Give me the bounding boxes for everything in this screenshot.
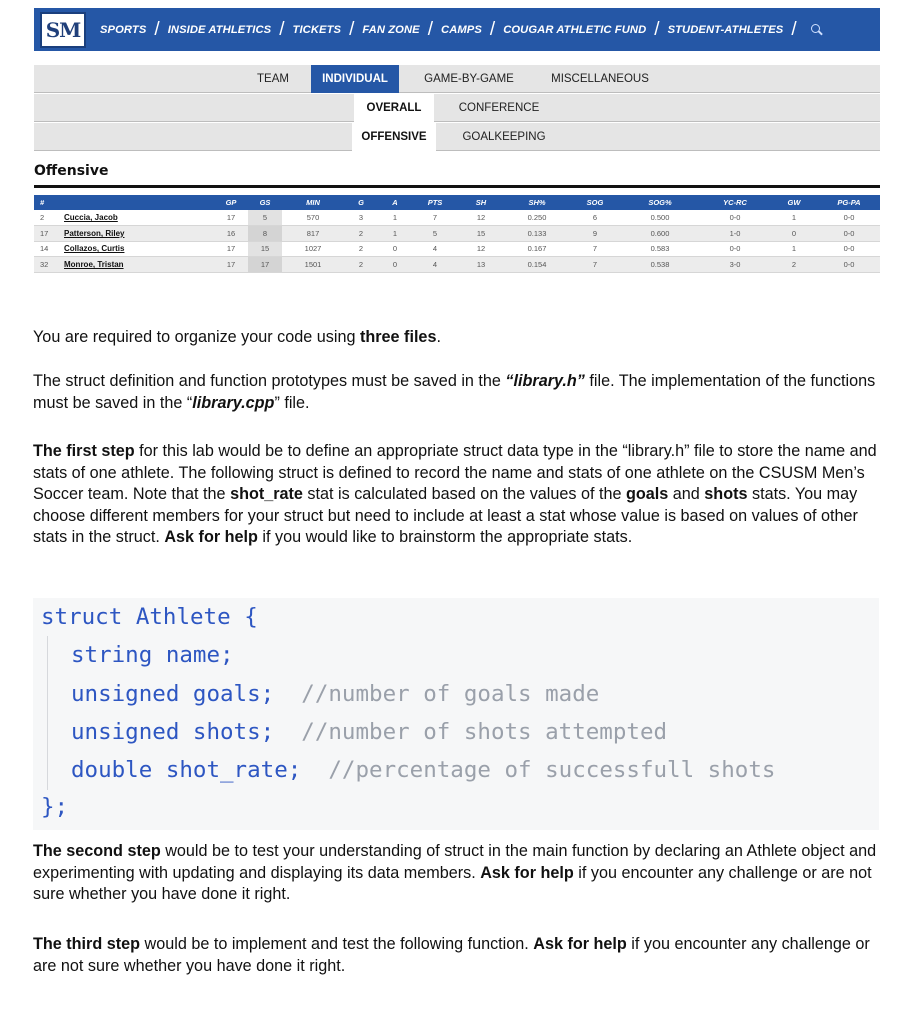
- tab-overall[interactable]: OVERALL: [354, 94, 434, 122]
- nav-item-camps[interactable]: CAMPS: [441, 23, 482, 36]
- tab-game-by-game[interactable]: GAME-BY-GAME: [424, 73, 514, 85]
- table-cell: 0.167: [504, 241, 570, 257]
- nav-item-inside-athletics[interactable]: INSIDE ATHLETICS: [167, 23, 272, 36]
- column-header[interactable]: GS: [248, 195, 282, 210]
- instruction-second-step: The second step would be to test your understanding of struct in the main function by declaring an Athlete object and experimenting with updating and displaying its data members. Ask for help if you encounter any challenge or are not sure whether you have done it right.: [33, 842, 877, 903]
- table-cell: 1: [378, 226, 412, 242]
- column-header[interactable]: PTS: [412, 195, 458, 210]
- stats-category-tabs: [34, 65, 880, 93]
- table-cell: 7: [412, 210, 458, 226]
- code-snippet: [33, 598, 879, 830]
- cell-jersey-number: 14: [34, 241, 64, 257]
- offensive-stats-table: [34, 195, 880, 273]
- table-cell: 15: [248, 241, 282, 257]
- section-title: Offensive: [34, 163, 109, 179]
- instruction-file-organization: The struct definition and function prototypes must be saved in the “library.h” file. The implementation of the functions must be saved in the “library.cpp” file.: [33, 372, 876, 412]
- table-cell: 0.500: [620, 210, 700, 226]
- code-line: unsigned goals; //number of goals made: [71, 681, 600, 707]
- cell-jersey-number: 32: [34, 257, 64, 273]
- table-cell: 2: [770, 257, 818, 273]
- nav-separator: /: [427, 18, 434, 40]
- code-comment: //number of shots attempted: [301, 719, 668, 745]
- nav-separator: /: [279, 18, 285, 40]
- column-header[interactable]: SOG: [570, 195, 620, 210]
- cell-jersey-number: 17: [34, 226, 64, 242]
- table-cell: 0.250: [504, 210, 570, 226]
- table-cell: 17: [214, 241, 248, 257]
- table-cell: 17: [214, 257, 248, 273]
- nav-item-sports[interactable]: SPORTS: [100, 23, 147, 36]
- table-row: [34, 257, 880, 273]
- table-cell: 5: [412, 226, 458, 242]
- table-row: [34, 226, 880, 242]
- nav-separator: /: [154, 18, 160, 40]
- table-cell: 17: [214, 210, 248, 226]
- table-cell: 9: [570, 226, 620, 242]
- table-cell: 17: [248, 257, 282, 273]
- column-header[interactable]: SOG%: [620, 195, 700, 210]
- table-cell: 12: [458, 210, 504, 226]
- table-cell: 0.583: [620, 241, 700, 257]
- table-cell: 0: [378, 241, 412, 257]
- table-cell: 0: [770, 226, 818, 242]
- table-cell: 7: [570, 257, 620, 273]
- table-cell: 0-0: [818, 257, 880, 273]
- table-cell: 7: [570, 241, 620, 257]
- table-cell: 1501: [282, 257, 344, 273]
- tab-goalkeeping[interactable]: GOALKEEPING: [462, 131, 546, 143]
- nav-separator: /: [349, 18, 355, 40]
- table-cell: 2: [344, 241, 378, 257]
- stats-type-tabs: [34, 123, 880, 151]
- table-cell: 16: [214, 226, 248, 242]
- table-cell: 1-0: [700, 226, 770, 242]
- table-cell: 12: [458, 241, 504, 257]
- column-header[interactable]: GW: [770, 195, 818, 210]
- nav-item-fan-zone[interactable]: FAN ZONE: [362, 23, 420, 36]
- code-comment: //number of goals made: [301, 681, 600, 707]
- code-line: struct Athlete {: [41, 604, 258, 630]
- table-cell: 0.538: [620, 257, 700, 273]
- column-header[interactable]: G: [344, 195, 378, 210]
- table-cell: 0: [378, 257, 412, 273]
- nav-item-cougar-athletic-fund[interactable]: COUGAR ATHLETIC FUND: [503, 23, 647, 36]
- column-header[interactable]: YC-RC: [700, 195, 770, 210]
- table-cell: 817: [282, 226, 344, 242]
- instruction-three-files: You are required to organize your code using three files.: [33, 328, 441, 346]
- tab-conference[interactable]: CONFERENCE: [458, 102, 540, 114]
- table-cell: 2: [344, 226, 378, 242]
- search-icon[interactable]: [811, 24, 823, 36]
- main-menu: [100, 19, 823, 41]
- table-cell: 1027: [282, 241, 344, 257]
- column-header[interactable]: SH: [458, 195, 504, 210]
- instruction-third-step: The third step would be to implement and test the following function. Ask for help if you encounter any challenge or are not sure whether you have done it right.: [33, 935, 870, 975]
- column-header[interactable]: MIN: [282, 195, 344, 210]
- tab-team[interactable]: TEAM: [257, 73, 289, 85]
- table-cell: 5: [248, 210, 282, 226]
- player-name-link[interactable]: Monroe, Tristan: [64, 257, 214, 273]
- table-cell: 2: [344, 257, 378, 273]
- code-line: unsigned shots; //number of shots attempted: [71, 719, 668, 745]
- section-divider: [34, 185, 880, 188]
- column-header[interactable]: GP: [214, 195, 248, 210]
- code-comment: //percentage of successfull shots: [328, 757, 776, 783]
- table-cell: 1: [770, 210, 818, 226]
- nav-separator: /: [654, 18, 660, 40]
- indent-guide: [47, 636, 48, 790]
- table-cell: 0.133: [504, 226, 570, 242]
- code-line: double shot_rate; //percentage of successfull shots: [71, 757, 776, 783]
- table-cell: 1: [770, 241, 818, 257]
- tab-offensive[interactable]: OFFENSIVE: [352, 123, 436, 151]
- column-header[interactable]: SH%: [504, 195, 570, 210]
- table-cell: 0-0: [818, 226, 880, 242]
- table-cell: 3-0: [700, 257, 770, 273]
- table-cell: 3: [344, 210, 378, 226]
- table-cell: 0-0: [700, 241, 770, 257]
- nav-item-student-athletes[interactable]: STUDENT-ATHLETES: [667, 23, 784, 36]
- table-cell: 4: [412, 257, 458, 273]
- column-header[interactable]: #: [34, 195, 64, 210]
- table-cell: 570: [282, 210, 344, 226]
- nav-item-tickets[interactable]: TICKETS: [292, 23, 342, 36]
- table-cell: 0-0: [818, 241, 880, 257]
- code-line: };: [41, 794, 69, 820]
- table-cell: 4: [412, 241, 458, 257]
- table-header-row: [34, 195, 880, 210]
- column-header: [64, 195, 214, 210]
- player-name-link[interactable]: Patterson, Riley: [64, 226, 214, 242]
- table-cell: 13: [458, 257, 504, 273]
- nav-separator: /: [489, 18, 496, 40]
- tab-miscellaneous[interactable]: MISCELLANEOUS: [551, 73, 649, 85]
- table-cell: 0-0: [700, 210, 770, 226]
- cell-jersey-number: 2: [34, 210, 64, 226]
- column-header[interactable]: PG-PA: [818, 195, 880, 210]
- player-name-link[interactable]: Collazos, Curtis: [64, 241, 214, 257]
- university-logo[interactable]: SM: [40, 12, 86, 48]
- table-row: [34, 210, 880, 226]
- table-cell: 8: [248, 226, 282, 242]
- code-line: string name;: [71, 642, 234, 668]
- column-header[interactable]: A: [378, 195, 412, 210]
- top-navigation-bar: [34, 8, 880, 51]
- table-row: [34, 241, 880, 257]
- nav-separator: /: [791, 18, 797, 40]
- tab-individual[interactable]: INDIVIDUAL: [311, 65, 399, 93]
- player-name-link[interactable]: Cuccia, Jacob: [64, 210, 214, 226]
- table-cell: 0-0: [818, 210, 880, 226]
- table-cell: 0.600: [620, 226, 700, 242]
- instruction-first-step: The first step for this lab would be to define an appropriate struct data type in the “library.h” file to store the name and stats of one athlete. The following struct is defined to record the name and stats of one athlete on the CSUSM Men’s Soccer team. Note that the shot_rate stat is calculated based on the values of the goals and shots stats. You may choose different members for your struct but need to include at least a stat whose value is based on values of other stats in the struct. Ask for help if you would like to brainstorm the appropriate stats.: [33, 442, 877, 546]
- table-cell: 0.154: [504, 257, 570, 273]
- table-cell: 6: [570, 210, 620, 226]
- table-cell: 1: [378, 210, 412, 226]
- stats-scope-tabs: [34, 94, 880, 122]
- table-cell: 15: [458, 226, 504, 242]
